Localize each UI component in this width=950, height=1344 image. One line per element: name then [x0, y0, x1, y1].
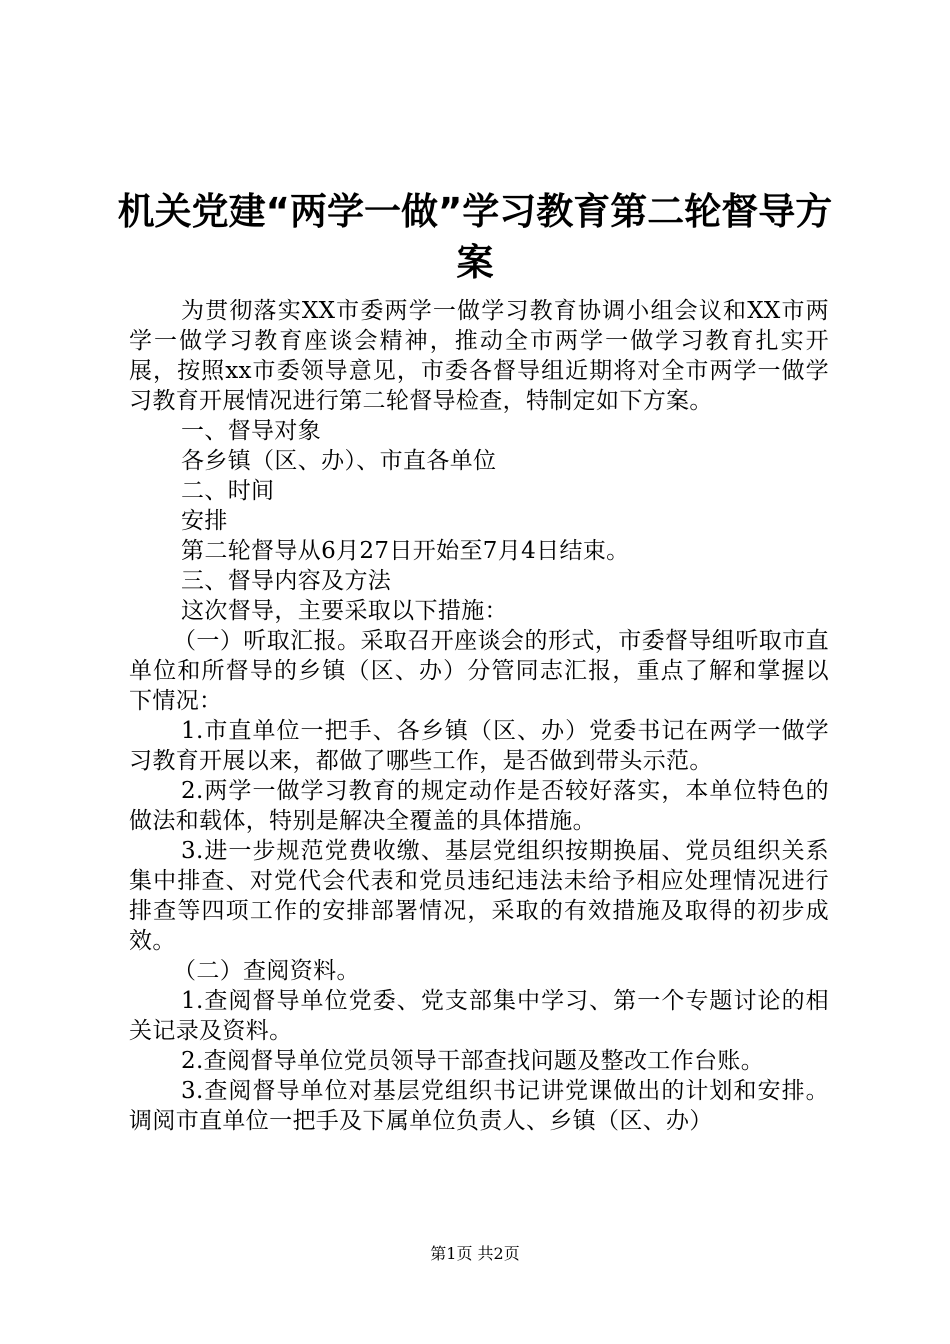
subsection-1-item-1: 1.市直单位一把手、各乡镇（区、办）党委书记在两学一做学习教育开展以来，都做了哪些工作，是否做到带头示范。	[129, 718, 829, 774]
section-2-text: 第二轮督导从6月27日开始至7月4日结束。	[181, 538, 630, 564]
document-title-line-2: 案	[456, 241, 494, 284]
section-1-text: 各乡镇（区、办）、市直各单位	[181, 448, 497, 474]
section-heading-1: 一、督导对象	[181, 418, 322, 444]
section-3-intro: 这次督导，主要采取以下措施：	[181, 598, 508, 624]
section-heading-3: 三、督导内容及方法	[181, 568, 392, 594]
subsection-2-item-3: 3.查阅督导单位对基层党组织书记讲党课做出的计划和安排。调阅市直单位一把手及下属单位负责人、乡镇（区、办）	[129, 1078, 829, 1134]
section-heading-2: 二、时间	[181, 478, 275, 504]
subsection-2-heading: （二）查阅资料。	[173, 958, 360, 984]
subsection-1-paragraph: （一）听取汇报。采取召开座谈会的形式，市委督导组听取市直单位和所督导的乡镇（区、办）分管同志汇报，重点了解和掌握以下情况：	[129, 628, 829, 714]
subsection-1-item-3: 3.进一步规范党费收缴、基层党组织按期换届、党员组织关系集中排查、对党代会代表和党员违纪违法未给予相应处理情况进行排查等四项工作的安排部署情况，采取的有效措施及取得的初步成效。	[129, 838, 829, 954]
document-body	[129, 296, 829, 1136]
subsection-2-item-2: 2.查阅督导单位党员领导干部查找问题及整改工作台账。	[181, 1048, 765, 1074]
page-footer: 第1页 共2页	[430, 1244, 520, 1263]
subsection-2-item-1: 1.查阅督导单位党委、党支部集中学习、第一个专题讨论的相关记录及资料。	[129, 988, 829, 1044]
document-title-line-1: 机关党建“两学一做”学习教育第二轮督导方	[117, 190, 833, 233]
intro-paragraph: 为贯彻落实XX市委两学一做学习教育协调小组会议和XX市两学一做学习教育座谈会精神，推动全市两学一做学习教育扎实开展，按照xx市委领导意见，市委各督导组近期将对全市两学一做学习教育开展情况进行第二轮督导检查，特制定如下方案。	[129, 298, 829, 414]
subsection-1-item-2: 2.两学一做学习教育的规定动作是否较好落实，本单位特色的做法和载体，特别是解决全覆盖的具体措施。	[129, 778, 829, 834]
section-2-label: 安排	[181, 508, 228, 534]
